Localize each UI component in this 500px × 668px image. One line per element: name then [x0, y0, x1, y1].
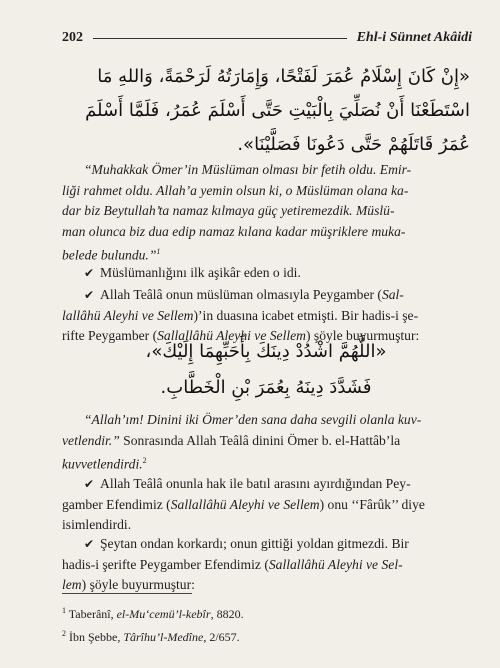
- text-line: “Muhakkak Ömer’in Müslüman olması bir fetih oldu. Emir-: [84, 162, 412, 177]
- checkmark-icon: ✔: [84, 266, 95, 280]
- arabic-line: «إِنْ كَانَ إِسْلَامُ عُمَرَ لَفَتْحًا، وَإِمَارَتُهُ لَرَحْمَةً، وَاللهِ مَا: [97, 66, 470, 87]
- translation-paragraph-2: “Allah’ım! Dinini iki Ömer’den sana daha sevgili olanla kuv- vetlendir.” Sonrasında Allah Teâlâ dinini Ömer b. el-Hattâb’la kuvvetlendirdi.$^2$: [62, 410, 470, 475]
- checkmark-icon: ✔: [84, 477, 95, 491]
- footnotes: [62, 601, 470, 647]
- arabic-line: فَشَدَّدَ دِينَهُ بِعُمَرَ بْنِ الْخَطَّابِ.: [160, 377, 372, 398]
- footnote-2: $^2$ İbn Şebbe, Târîhu’l-Medîne, 2/657.: [62, 629, 240, 644]
- running-title: Ehl-i Sünnet Akâidi: [356, 30, 472, 45]
- bullet-text: Müslümanlığını ilk aşikâr eden o idi.: [100, 265, 301, 280]
- bullet-2: ✔ Allah Teâlâ onun müslüman olmasıyla Peygamber (Sal- lallâhü Aleyhi ve Sellem)’in duasına icabet etmişti. Bir hadis-i şe- rifte Peygamber (Sallallâhü Aleyhi ve Sellem) şöyle buyurmuştur:: [62, 287, 420, 343]
- text-line: liği rahmet oldu. Allah’a yemin olsun ki, o Müslüman olana ka-: [62, 182, 409, 198]
- page-number: 202: [62, 30, 83, 45]
- bullet-1: [62, 263, 470, 284]
- footnote-1: $^1$ Taberânî, el-Mu‘cemü’l-kebîr, 8820.: [62, 606, 244, 621]
- text-line: man olunca biz dua edip namaz kılana kadar müşriklere muka-: [62, 223, 406, 239]
- arabic-line: «اللَّهُمَّ اشْدُدْ دِينَكَ بِأَحَبِّهِمَا إِلَيْكَ»،: [145, 341, 387, 362]
- text-line: dar biz Beytullah’ta namaz kılmaya güç yetiremezdik. Müslü-: [62, 203, 395, 218]
- text-line: belede bulundu.”$^1$: [62, 247, 161, 263]
- arabic-line: اسْتَطَعْنَا أَنْ نُصَلِّيَ بِالْبَيْتِ حَتَّى أَسْلَمَ عُمَرُ، فَلَمَّا أَسْلَمَ: [85, 100, 470, 121]
- page-header: [62, 28, 472, 48]
- bullet-3: ✔ Allah Teâlâ onunla hak ile batıl arasını ayırdığından Pey- gamber Efendimiz (Sallallâhü Aleyhi ve Sellem) onu ‘‘Fârûk’’ diye isimlendirdi.: [62, 476, 425, 532]
- arabic-quote-1: [62, 60, 470, 162]
- arabic-quote-2: [62, 334, 470, 406]
- footnote-rule: [62, 593, 192, 594]
- footnote-marker: 2: [142, 456, 147, 465]
- translation-paragraph-1: [62, 160, 470, 266]
- bullet-4: ✔ Şeytan ondan korkardı; onun gittiği yoldan gitmezdi. Bir hadis-i şerifte Peygamber Efendimiz (Sallallâhü Aleyhi ve Sel- lem) şöyle buyurmuştur:: [62, 536, 409, 592]
- checkmark-icon: ✔: [84, 288, 95, 302]
- header-rule: [93, 38, 347, 39]
- footnote-marker: 1: [156, 247, 161, 256]
- checkmark-icon: ✔: [84, 537, 95, 551]
- text-line: “Allah’ım! Dinini iki Ömer’den sana daha sevgili olanla kuv-: [84, 412, 422, 427]
- arabic-line: عُمَرُ قَاتَلَهُمْ حَتَّى دَعُونَا فَصَلَّيْنَا».: [237, 134, 470, 155]
